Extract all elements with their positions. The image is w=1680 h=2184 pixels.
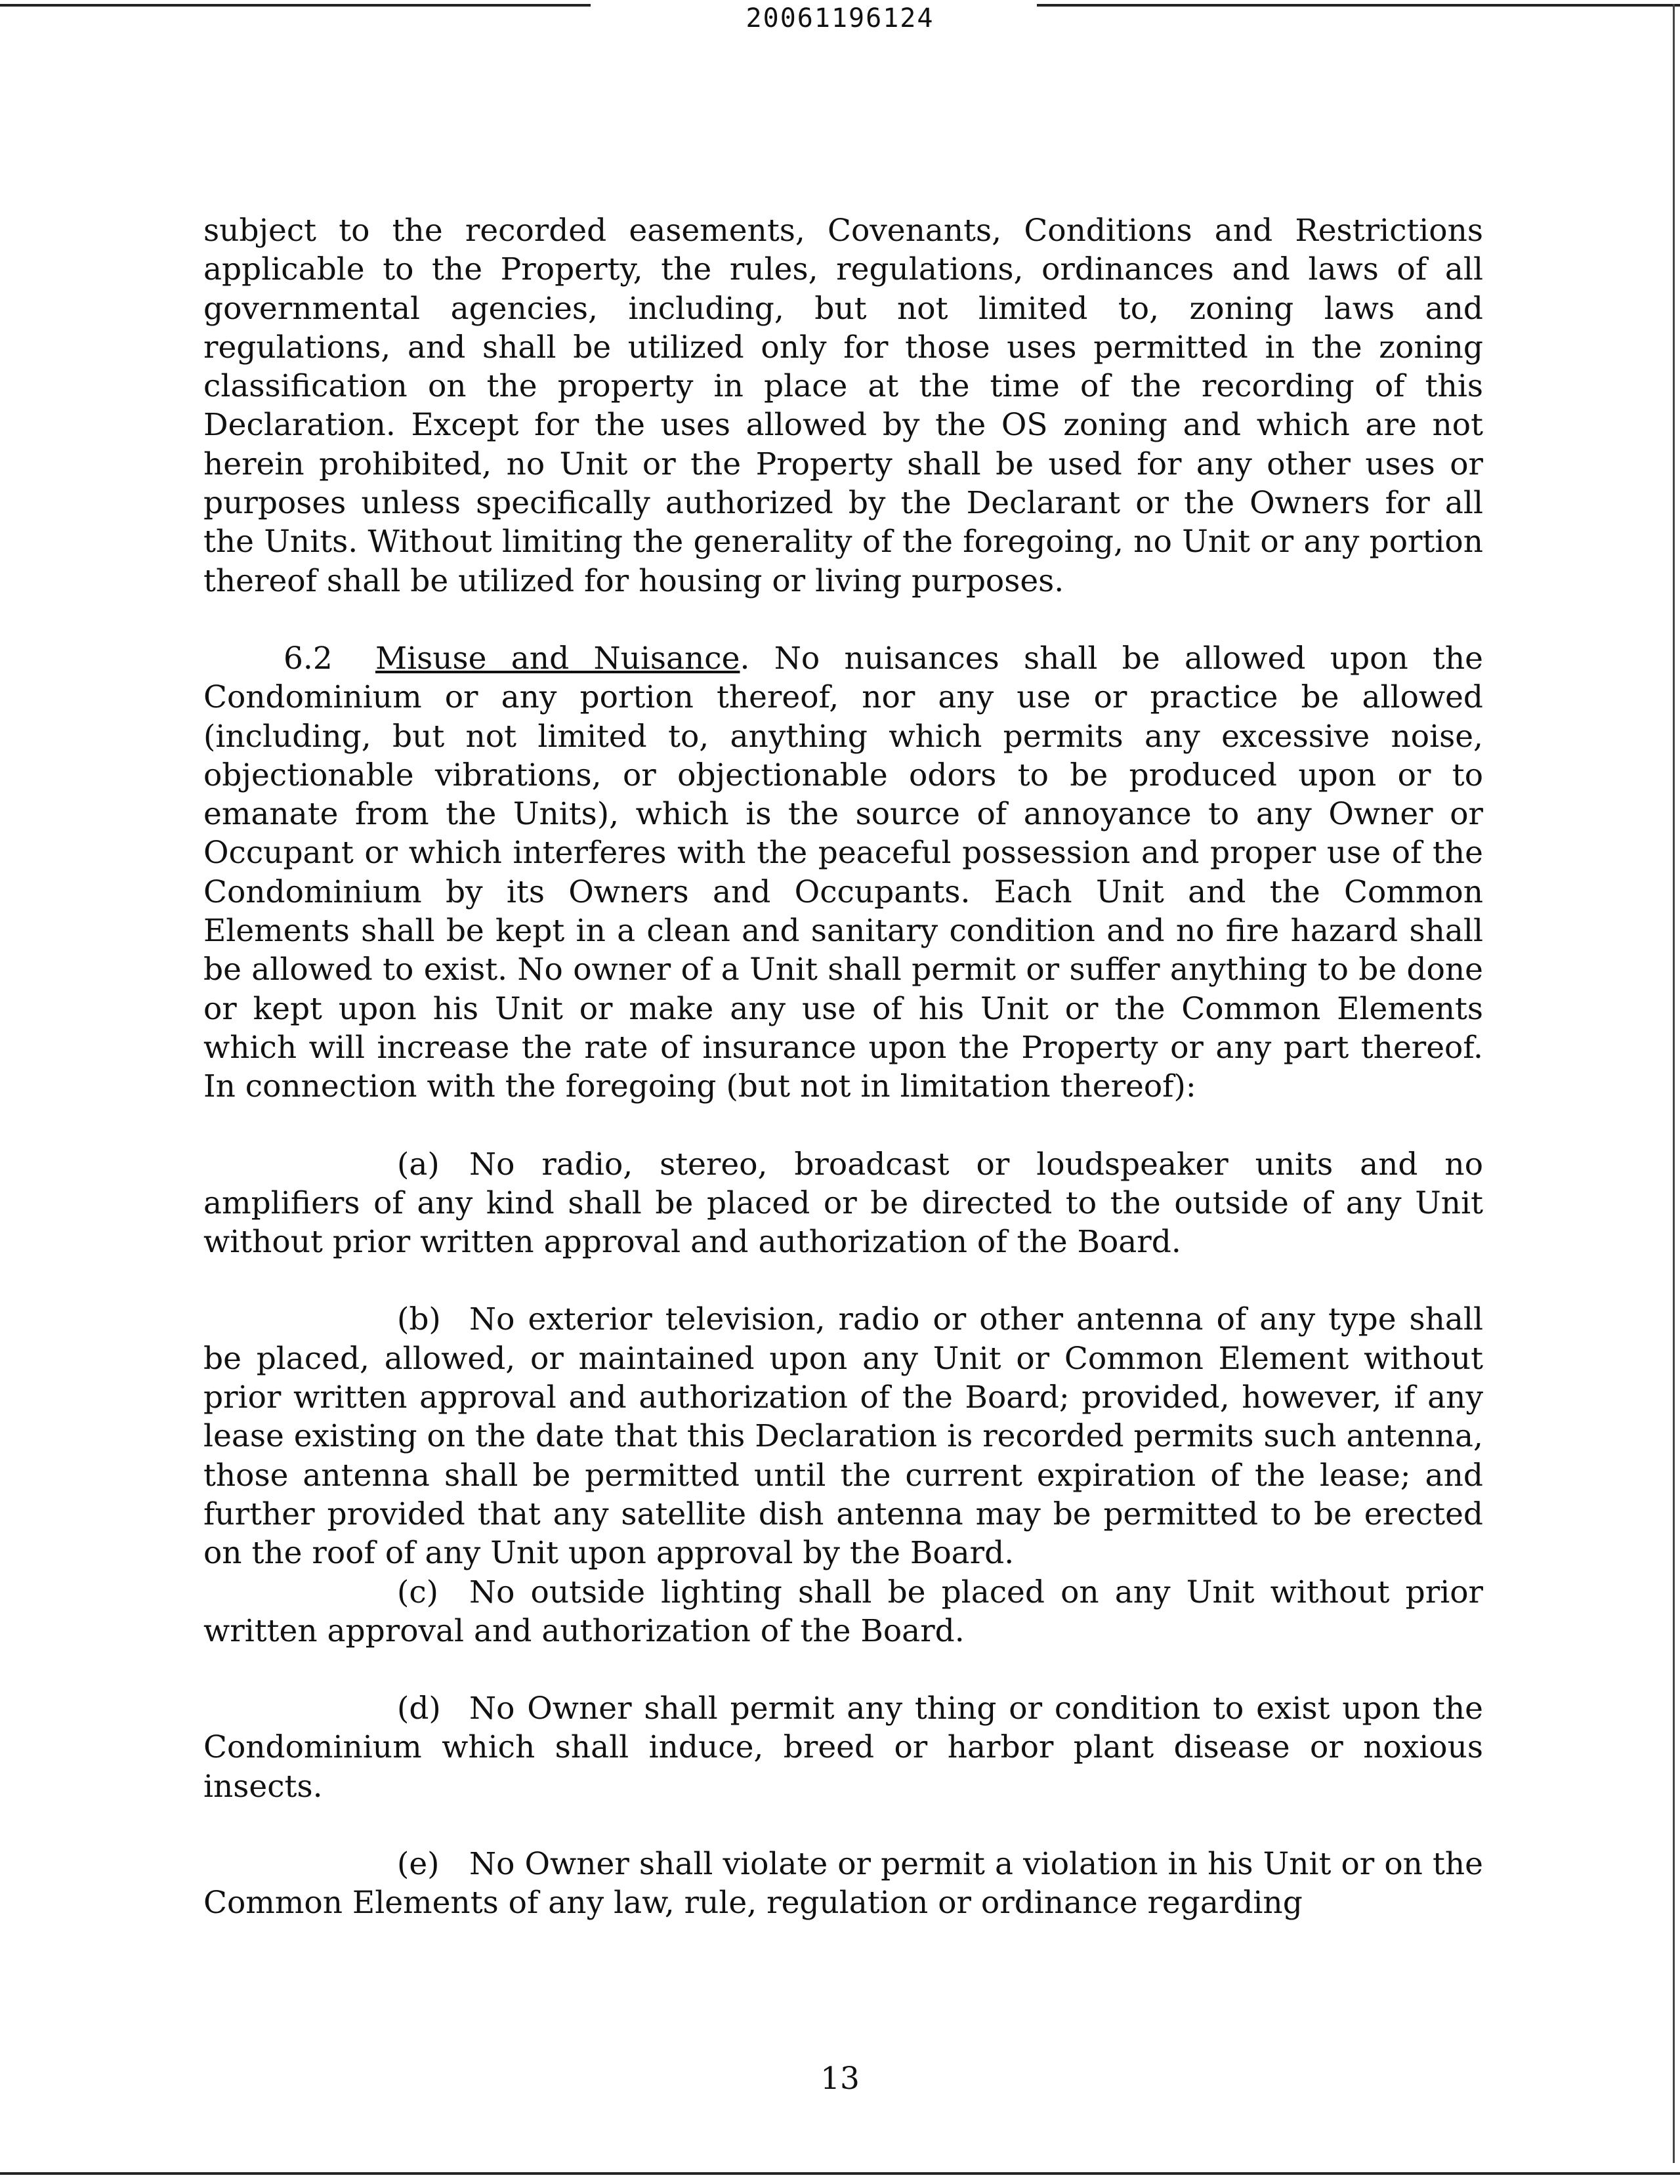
section-6-2 [203, 639, 1483, 1106]
item-text: No exterior television, radio or other antenna of any type shall be placed, allowed, or maintained upon any Unit or Common Element without prior written approval and authorization of the Board; provided, however, if any lease existing on the date that this Declaration is recorded permits such antenna, those antenna shall be permitted until the current expiration of the lease; and further provided that any satellite dish antenna may be permitted to be erected on the roof of any Unit upon approval by the Board. [203, 1301, 1483, 1572]
page-body [203, 211, 1483, 1923]
list-item-a [203, 1145, 1483, 1262]
item-label: (e) [397, 1845, 440, 1882]
item-text: No Owner shall violate or permit a violation in his Unit or on the Common Elements of any law, rule, regulation or ordinance regarding [203, 1845, 1483, 1922]
paragraph-intro: subject to the recorded easements, Covenants, Conditions and Restrictions applicable to the Property, the rules, regulations, ordinances and laws of all governmental agencies, including, but not limited to, zoning laws and regulations, and shall be utilized only for those uses permitted in the zoning classification on the property in place at the time of the recording of this Declaration. Except for the uses allowed by the OS zoning and which are not herein prohibited, no Unit or the Property shall be used for any other uses or purposes unless specifically authorized by the Declarant or the Owners for all the Units. Without limiting the generality of the foregoing, no Unit or any portion thereof shall be utilized for housing or living purposes. [203, 213, 1483, 599]
bottom-border-rule [0, 2172, 1680, 2175]
section-number: 6.2 [284, 640, 333, 677]
section-text: No nuisances shall be allowed upon the Condominium or any portion thereof, nor any use or practice be allowed (including, but not limited to, anything which permits any excessive noise, objectionable vibrations, or objectionable odors to be produced upon or to emanate from the Units), which is the source of annoyance to any Owner or Occupant or which interferes with the peaceful possession and proper use of the Condominium by its Owners and Occupants. Each Unit and the Common Elements shall be kept in a clean and sanitary condition and no fire hazard shall be allowed to exist. No owner of a Unit shall permit or suffer anything to be done or kept upon his Unit or make any use of his Unit or the Common Elements which will increase the rate of insurance upon the Property or any part thereof. In connection with the foregoing (but not in limitation thereof): [203, 640, 1483, 1105]
section-title: Misuse and Nuisance [375, 640, 740, 677]
list-item-d [203, 1689, 1483, 1806]
section-title-period: . [740, 640, 750, 677]
item-label: (c) [397, 1574, 438, 1610]
list-item-e [203, 1845, 1483, 1923]
item-label: (d) [397, 1690, 441, 1727]
item-label: (a) [397, 1146, 440, 1183]
item-text: No outside lighting shall be placed on any Unit without prior written approval and authorization of the Board. [203, 1574, 1483, 1649]
item-text: No Owner shall permit any thing or condition to exist upon the Condominium which shall induce, breed or harbor plant disease or noxious insects. [203, 1690, 1483, 1805]
item-text: No radio, stereo, broadcast or loudspeaker units and no amplifiers of any kind shall be placed or be directed to the outside of any Unit without prior written approval and authorization of the Board. [203, 1146, 1483, 1261]
document-number: 20061196124 [746, 3, 934, 33]
page-number: 13 [820, 2061, 860, 2097]
right-border-rule [1673, 4, 1675, 2163]
list-item-c [203, 1573, 1483, 1651]
list-item-b [203, 1300, 1483, 1572]
item-label: (b) [397, 1301, 441, 1338]
